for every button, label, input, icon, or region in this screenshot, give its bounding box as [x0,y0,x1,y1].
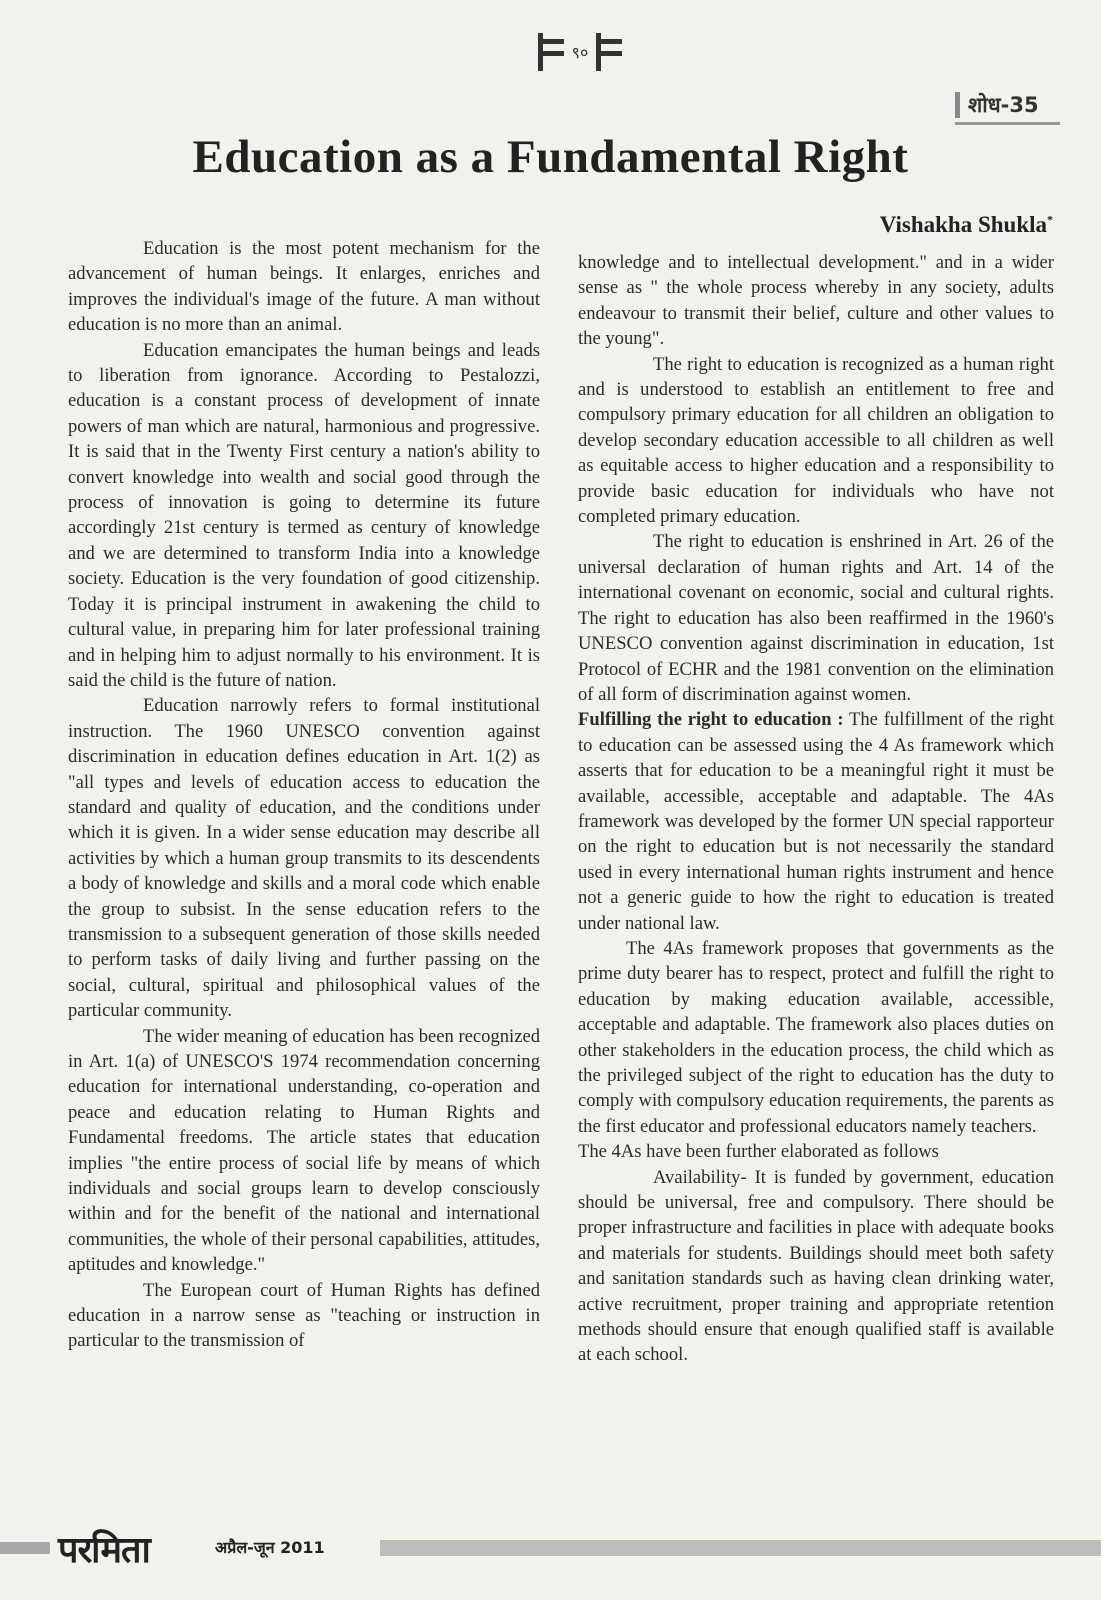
journal-logo: परमिता [58,1530,150,1571]
footer-bar [380,1540,1101,1556]
page-number-ornament [510,22,650,82]
right-column [578,250,1054,1368]
paragraph: The 4As framework proposes that governments as the prime duty bearer has to respect, protect and fulfill the right to education by making education available, accessible, acceptable and adaptable. The framework also places duties on other stakeholders in the education process, the child which as the privileged subject of the right to education has the duty to comply with compulsory education requirements, the parents as the first educator and professional educators namely teachers. [578,937,1054,1137]
paragraph-text: The fulfillment of the right to education can be assessed using the 4 As framework which asserts that for education to be a meaningful right it must be available, accessible, acceptable and adaptable. The 4As framework was developed by the former UN special rapporteur on the right to education but is not necessarily the standard used in every international human rights instrument and hence not a generic guide to how the right to education is treated under national law. [578,709,1054,934]
paragraph: Availability- It is funded by government, education should be universal, free and compulsory. There should be proper infrastructure and facilities in place with adequate books and materials for students. Buildings should meet both safety and sanitation standards such as having clean drinking water, active recruitment, proper training and appropriate retention methods should ensure that enough qualified staff is available at each school. [578,1166,1054,1366]
ornament-right-icon [596,33,622,71]
paragraph [578,707,1054,936]
paragraph: The 4As have been further elaborated as follows [578,1141,939,1163]
author-text: Vishakha Shukla [879,212,1047,237]
article-title: Education as a Fundamental Right [192,131,909,183]
paragraph: The right to education is recognized as a human right and is understood to establish an entitlement to free and compulsory primary education for all children an obligation to develop secondary education accessible to all children as well as equitable access to higher education and a responsibility to provide basic education for individuals who have not completed primary education. [578,353,1054,528]
footer-bar [0,1542,50,1554]
issue-date: अप्रैल-जून 2011 [215,1538,325,1557]
author-name [880,212,1053,238]
paragraph: knowledge and to intellectual development." and in a wider sense as " the whole process whereby in any society, adults endeavour to transmit their belief, culture and other values to the young". [578,252,1054,350]
author-footnote-mark: * [1047,212,1053,227]
section-heading: Fulfilling the right to education : [578,709,844,731]
paragraph: The European court of Human Rights has defined education in a narrow sense as "teaching or instruction in particular to the transmission of [68,1279,540,1352]
paragraph: The wider meaning of education has been recognized in Art. 1(a) of UNESCO'S 1974 recommendation concerning education for international understanding, co-operation and peace and education relating to Human Rights and Fundamental freedoms. The article states that education implies "the entire process of social life by means of which individuals and social groups learn to develop consciously within and for the benefit of the national and international communities, the whole of their personal capabilities, attitudes, aptitudes and knowledge." [68,1025,541,1276]
paragraph: Education is the most potent mechanism for the advancement of human beings. It enlarges, enriches and improves the individual's image of the future. A man without education is no more than an animal. [68,238,540,336]
left-column [68,236,540,1354]
series-tag: शोध-35 [955,92,1039,118]
series-underline [955,122,1060,125]
paragraph: Education narrowly refers to formal institutional instruction. The 1960 UNESCO convention against discrimination in education defines education in Art. 1(2) as "all types and levels of education access to education the standard and quality of education, and the conditions under which it is given. In a wider sense education may describe all activities by which a human group transmits to its descendents a body of knowledge and skills and a moral code which enable the group to subsist. In the sense education refers to the transmission to a subsequent generation of those skills needed to perform tasks of daily living and further passing on the social, cultural, spiritual and philosophical values of the particular community. [68,695,540,1022]
paragraph: The right to education is enshrined in Art. 26 of the universal declaration of human rights and Art. 14 of the international covenant on economic, social and cultural rights. The right to education has also been reaffirmed in the 1960's UNESCO convention against discrimination in education, 1st Protocol of ECHR and the 1981 convention on the elimination of all form of discrimination against women. [578,531,1054,705]
paragraph: Education emancipates the human beings and leads to liberation from ignorance. According to Pestalozzi, education is a constant process of development of innate powers of man which are natural, harmonious and progressive. It is said that in the Twenty First century a nation's ability to convert knowledge into wealth and social good through the process of innovation is going to determine its future accordingly 21st century is termed as century of knowledge and we are determined to transform India into a knowledge society. Education is the very foundation of good citizenship. Today it is principal instrument in awakening the child to cultural value, in preparing him for later professional training and in helping him to adjust normally to his environment. It is said the child is the future of nation. [68,339,540,691]
ornament-left-icon [538,33,564,71]
page-number: ९० [571,43,589,62]
page-footer [0,1530,1101,1570]
